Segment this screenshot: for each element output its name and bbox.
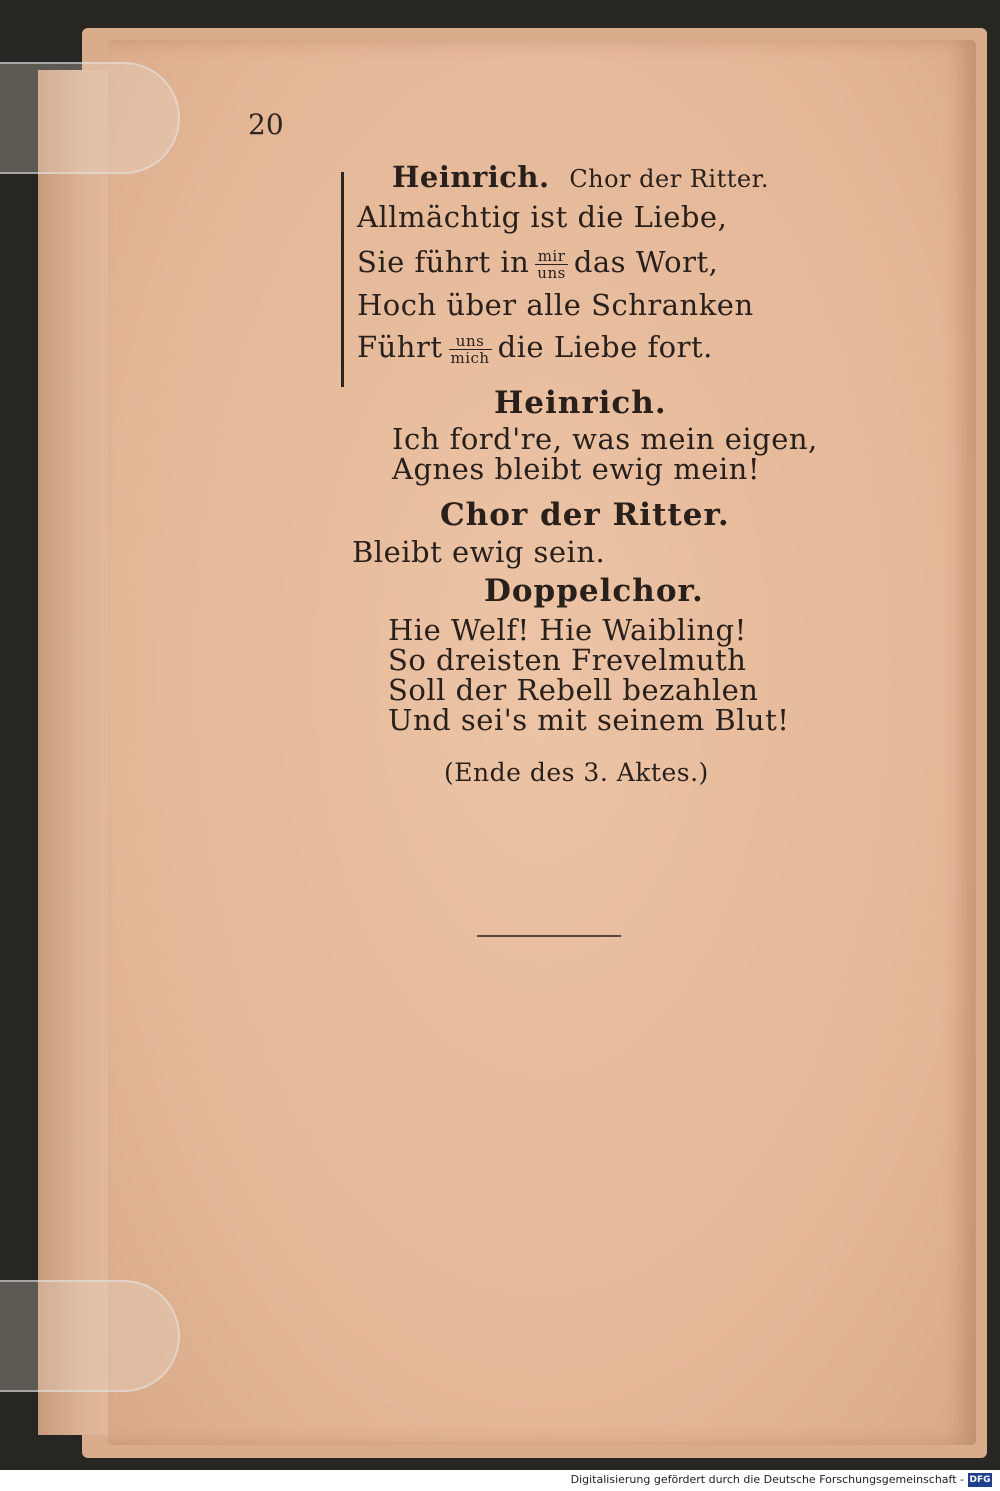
verse-text: die Liebe fort. xyxy=(497,330,713,364)
speaker-heading xyxy=(392,160,769,194)
alternative-top: uns xyxy=(449,333,492,350)
speaker-heinrich: Heinrich. xyxy=(392,160,550,194)
verse-line: So dreisten Frevelmuth xyxy=(388,643,747,677)
alternative-bottom: mich xyxy=(450,348,490,367)
verse-line: Soll der Rebell bezahlen xyxy=(388,673,759,707)
alternative-words xyxy=(449,333,492,366)
page-number: 20 xyxy=(248,108,284,141)
verse-line-with-fraction xyxy=(357,245,718,281)
alternative-bottom: uns xyxy=(537,263,566,282)
verse-text: Führt xyxy=(357,330,443,364)
verse-bracket xyxy=(341,172,344,387)
page-clip-bottom xyxy=(0,1280,180,1392)
speaker-heading: Heinrich. xyxy=(494,385,667,421)
speaker-heading: Doppelchor. xyxy=(484,573,704,609)
verse-line: Hoch über alle Schranken xyxy=(357,288,754,322)
verse-line: Und sei's mit seinem Blut! xyxy=(388,703,790,737)
funding-credit: Digitalisierung gefördert durch die Deutsche Forschungsgemeinschaft - xyxy=(570,1473,964,1486)
page-clip-top xyxy=(0,62,180,174)
act-end-note: (Ende des 3. Aktes.) xyxy=(444,758,709,787)
verse-line: Bleibt ewig sein. xyxy=(352,535,606,569)
verse-line: Ich ford're, was mein eigen, xyxy=(392,422,818,456)
alternative-top: mir xyxy=(535,248,568,265)
verse-line: Hie Welf! Hie Waibling! xyxy=(388,613,747,647)
end-rule xyxy=(477,935,621,937)
alternative-words xyxy=(535,248,568,281)
verse-text: Sie führt in xyxy=(357,245,530,279)
verse-line: Agnes bleibt ewig mein! xyxy=(392,452,760,486)
speaker-chor: Chor der Ritter. xyxy=(569,165,770,193)
verse-line-with-fraction xyxy=(357,330,713,366)
verse-text: das Wort, xyxy=(573,245,719,279)
verse-line: Allmächtig ist die Liebe, xyxy=(357,200,728,234)
dfg-logo: DFG xyxy=(969,1475,991,1485)
speaker-heading: Chor der Ritter. xyxy=(440,497,730,533)
